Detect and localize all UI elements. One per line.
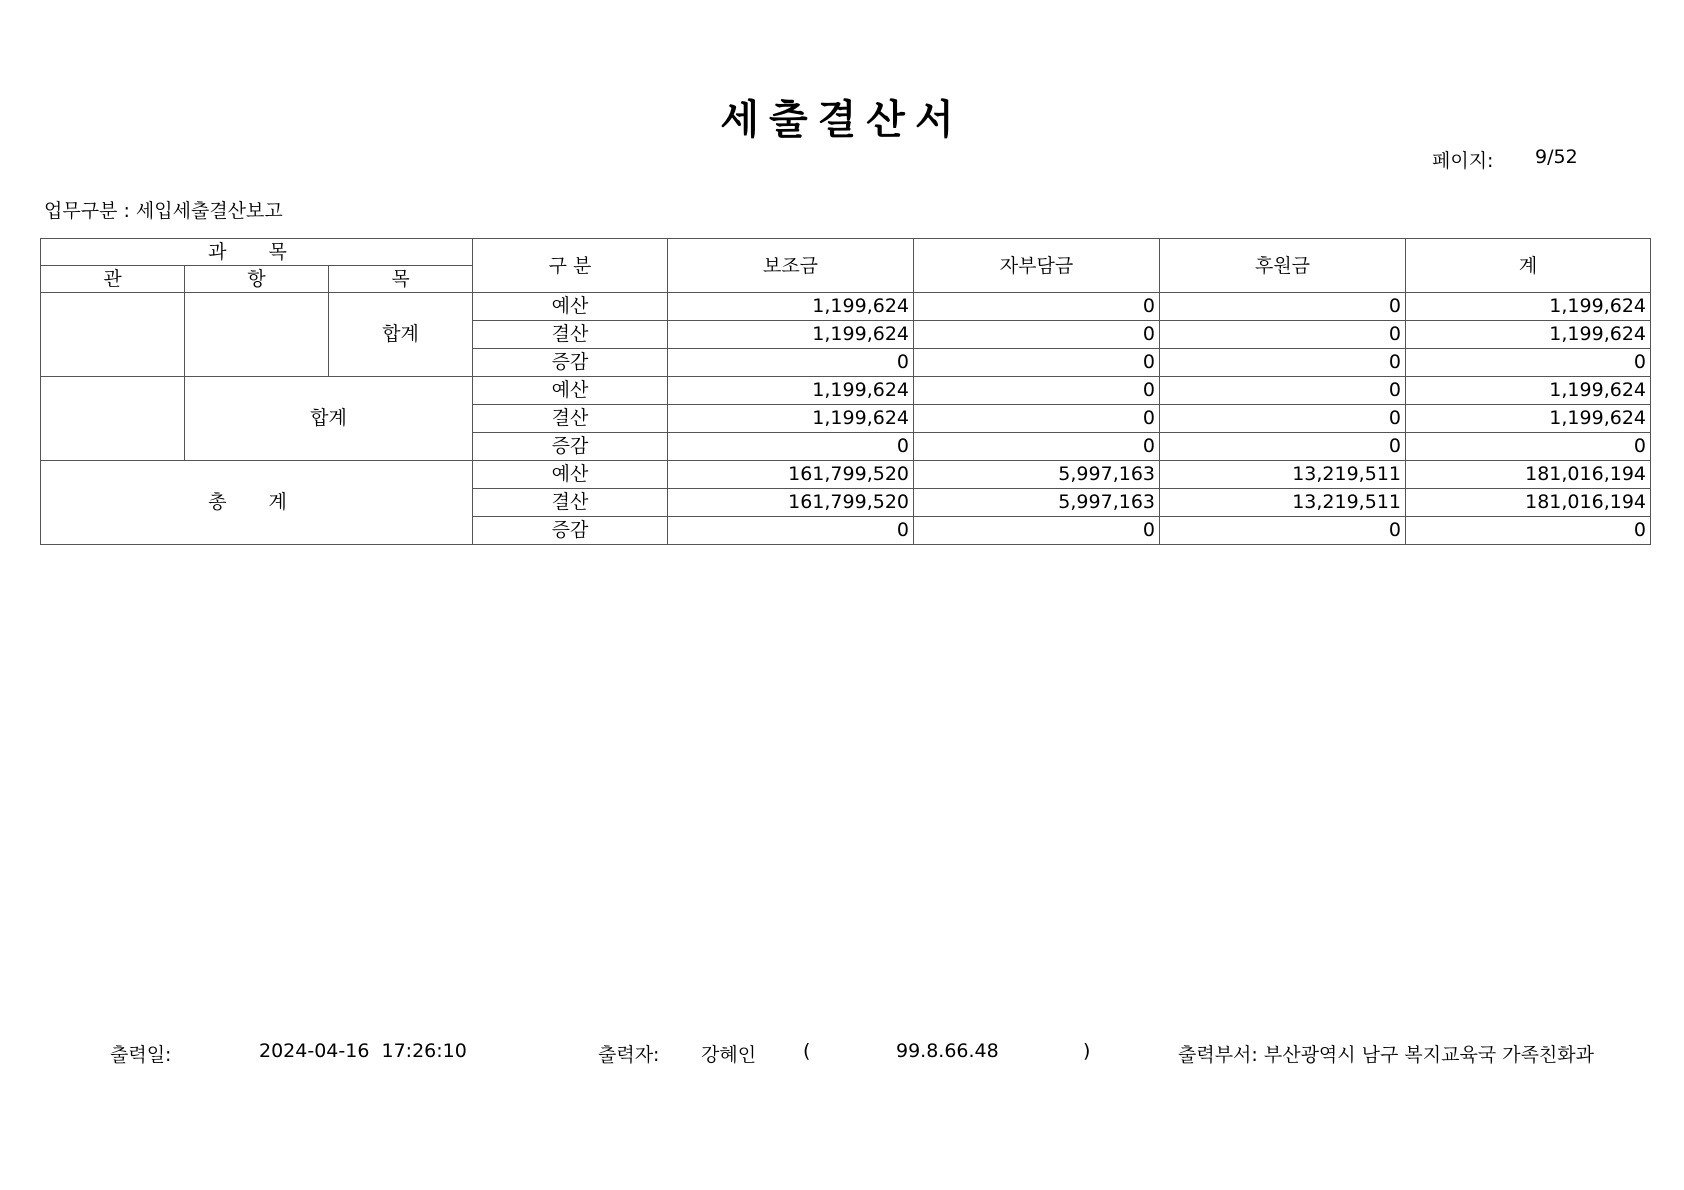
- subsidy-value: 161,799,520: [668, 489, 914, 517]
- row-type: 결산: [473, 405, 668, 433]
- total-value: 0: [1406, 517, 1651, 545]
- total-value: 1,199,624: [1406, 405, 1651, 433]
- gwan-cell: [41, 377, 185, 461]
- subsidy-value: 161,799,520: [668, 461, 914, 489]
- row-type: 예산: [473, 293, 668, 321]
- self-burden-value: 0: [914, 293, 1160, 321]
- header-hang: 항: [185, 266, 329, 293]
- print-department: 출력부서: 부산광역시 남구 복지교육국 가족친화과: [1178, 1044, 1594, 1066]
- donation-value: 0: [1160, 433, 1406, 461]
- donation-value: 0: [1160, 321, 1406, 349]
- donation-value: 0: [1160, 517, 1406, 545]
- self-burden-value: 0: [914, 433, 1160, 461]
- subsidy-value: 0: [668, 433, 914, 461]
- self-burden-value: 5,997,163: [914, 489, 1160, 517]
- print-date-value: 2024-04-16 17:26:10: [259, 1040, 467, 1062]
- header-gwan: 관: [41, 266, 185, 293]
- self-burden-value: 5,997,163: [914, 461, 1160, 489]
- subsidy-value: 1,199,624: [668, 377, 914, 405]
- page-number: 9/52: [1535, 146, 1578, 168]
- printer-name: 강혜인: [701, 1044, 757, 1066]
- header-subject: 과 목: [41, 239, 473, 266]
- subsidy-value: 1,199,624: [668, 293, 914, 321]
- header-mok: 목: [329, 266, 473, 293]
- donation-value: 0: [1160, 377, 1406, 405]
- ip-address: 99.8.66.48: [896, 1040, 999, 1062]
- header-gubun: 구 분: [473, 239, 668, 293]
- expenditure-settlement-table: [40, 238, 1651, 545]
- self-burden-value: 0: [914, 517, 1160, 545]
- total-value: 1,199,624: [1406, 377, 1651, 405]
- printer-label: 출력자:: [598, 1044, 660, 1066]
- row-type: 예산: [473, 461, 668, 489]
- subsidy-value: 0: [668, 517, 914, 545]
- work-division: 업무구분 : 세입세출결산보고: [44, 200, 283, 222]
- donation-value: 13,219,511: [1160, 489, 1406, 517]
- header-total: 계: [1406, 239, 1651, 293]
- row-type: 예산: [473, 377, 668, 405]
- subsidy-value: 1,199,624: [668, 321, 914, 349]
- hang-total-label: 합계: [185, 377, 473, 461]
- total-value: 181,016,194: [1406, 461, 1651, 489]
- table-row: [41, 293, 1651, 321]
- subsidy-value: 1,199,624: [668, 405, 914, 433]
- header-self-burden: 자부담금: [914, 239, 1160, 293]
- hang-cell: [185, 293, 329, 377]
- donation-value: 0: [1160, 349, 1406, 377]
- table-row: [41, 461, 1651, 489]
- paren-open: (: [803, 1040, 811, 1062]
- self-burden-value: 0: [914, 321, 1160, 349]
- table-row: [41, 377, 1651, 405]
- print-date-label: 출력일:: [110, 1044, 172, 1066]
- header-subsidy: 보조금: [668, 239, 914, 293]
- row-type: 결산: [473, 489, 668, 517]
- row-type: 증감: [473, 517, 668, 545]
- mok-total-label: 합계: [329, 293, 473, 377]
- total-value: 0: [1406, 433, 1651, 461]
- row-type: 증감: [473, 349, 668, 377]
- header-donation: 후원금: [1160, 239, 1406, 293]
- donation-value: 0: [1160, 405, 1406, 433]
- self-burden-value: 0: [914, 349, 1160, 377]
- total-value: 1,199,624: [1406, 321, 1651, 349]
- page-label: 페이지:: [1432, 150, 1494, 172]
- total-value: 0: [1406, 349, 1651, 377]
- donation-value: 0: [1160, 293, 1406, 321]
- donation-value: 13,219,511: [1160, 461, 1406, 489]
- row-type: 결산: [473, 321, 668, 349]
- grand-total-label: 총 계: [41, 461, 473, 545]
- document-title: 세출결산서: [720, 97, 964, 143]
- gwan-cell: [41, 293, 185, 377]
- paren-close: ): [1083, 1040, 1091, 1062]
- total-value: 181,016,194: [1406, 489, 1651, 517]
- self-burden-value: 0: [914, 377, 1160, 405]
- subsidy-value: 0: [668, 349, 914, 377]
- self-burden-value: 0: [914, 405, 1160, 433]
- row-type: 증감: [473, 433, 668, 461]
- total-value: 1,199,624: [1406, 293, 1651, 321]
